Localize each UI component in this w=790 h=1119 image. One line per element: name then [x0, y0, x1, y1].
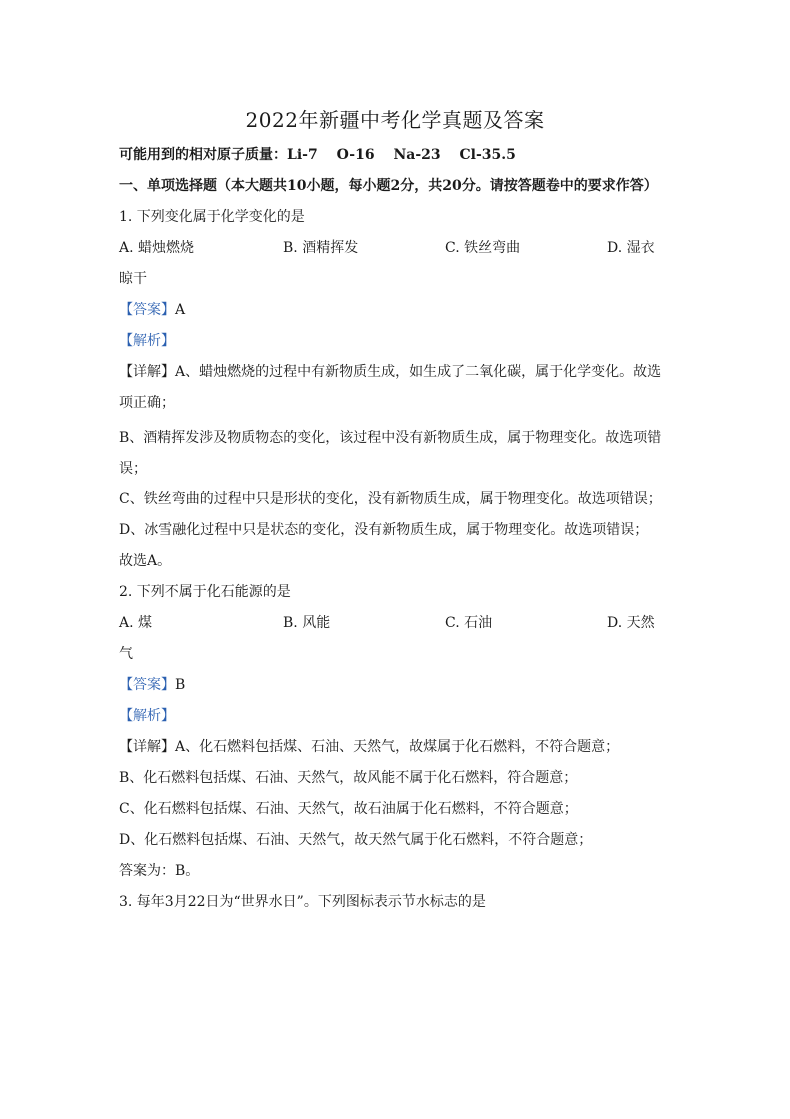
detail-tag: 【详解】 — [119, 739, 175, 755]
atomic-mass-note: 可能用到的相对原子质量：Li-7 O-16 Na-23 Cl-35.5 — [119, 147, 516, 163]
detail-tag: 【详解】 — [119, 364, 175, 380]
q2-option-d-cont: 气 — [119, 646, 133, 662]
q2-conclusion: 答案为：B。 — [119, 863, 200, 879]
q1-option-a: A. 蜡烛燃烧 — [119, 240, 195, 256]
detail-text: A、化石燃料包括煤、石油、天然气，故煤属于化石燃料，不符合题意； — [175, 739, 620, 755]
q1-detail-a — [119, 362, 661, 382]
q2-detail-b: B、化石燃料包括煤、石油、天然气，故风能不属于化石燃料，符合题意； — [119, 770, 578, 786]
question-1-stem: 1. 下列变化属于化学变化的是 — [119, 209, 305, 225]
document-title: 2022年新疆中考化学真题及答案 — [245, 108, 545, 132]
q1-detail-a-cont: 项正确； — [119, 395, 175, 411]
detail-text: A、蜡烛燃烧的过程中有新物质生成，如生成了二氧化碳，属于化学变化。故选 — [175, 364, 662, 380]
answer-value: B — [175, 677, 186, 693]
q1-conclusion: 故选A。 — [119, 553, 172, 569]
q2-detail-d: D、化石燃料包括煤、石油、天然气，故天然气属于化石燃料，不符合题意； — [119, 832, 593, 848]
question-3-stem: 3. 每年3月22日为“世界水日”。下列图标表示节水标志的是 — [119, 894, 486, 910]
q1-option-b: B. 酒精挥发 — [283, 240, 359, 256]
question-2-stem: 2. 下列不属于化石能源的是 — [119, 584, 291, 600]
q2-analysis-tag: 【解析】 — [119, 708, 175, 724]
answer-value: A — [175, 302, 186, 318]
answer-tag: 【答案】 — [119, 302, 175, 318]
answer-tag: 【答案】 — [119, 677, 175, 693]
q2-detail-c: C、化石燃料包括煤、石油、天然气，故石油属于化石燃料，不符合题意； — [119, 801, 578, 817]
q2-option-a: A. 煤 — [119, 615, 153, 631]
q2-detail-a — [119, 737, 619, 757]
q2-answer — [119, 675, 185, 695]
q2-option-b: B. 风能 — [283, 615, 331, 631]
q2-option-c: C. 石油 — [445, 615, 493, 631]
q1-option-d-cont: 晾干 — [119, 271, 147, 287]
q1-detail-c: C、铁丝弯曲的过程中只是形状的变化，没有新物质生成，属于物理变化。故选项错误； — [119, 491, 662, 507]
q1-detail-d: D、冰雪融化过程中只是状态的变化，没有新物质生成，属于物理变化。故选项错误； — [119, 522, 649, 538]
q1-option-c: C. 铁丝弯曲 — [445, 240, 521, 256]
section-heading: 一、单项选择题（本大题共10小题，每小题2分，共20分。请按答题卷中的要求作答） — [119, 178, 658, 194]
q1-option-d: D. 湿衣 — [607, 240, 655, 256]
q1-detail-b-cont: 误； — [119, 461, 147, 477]
q1-detail-b: B、酒精挥发涉及物质物态的变化，该过程中没有新物质生成，属于物理变化。故选项错 — [119, 430, 662, 446]
q2-option-d: D. 天然 — [607, 615, 655, 631]
q1-answer — [119, 300, 185, 320]
q1-analysis-tag: 【解析】 — [119, 333, 175, 349]
